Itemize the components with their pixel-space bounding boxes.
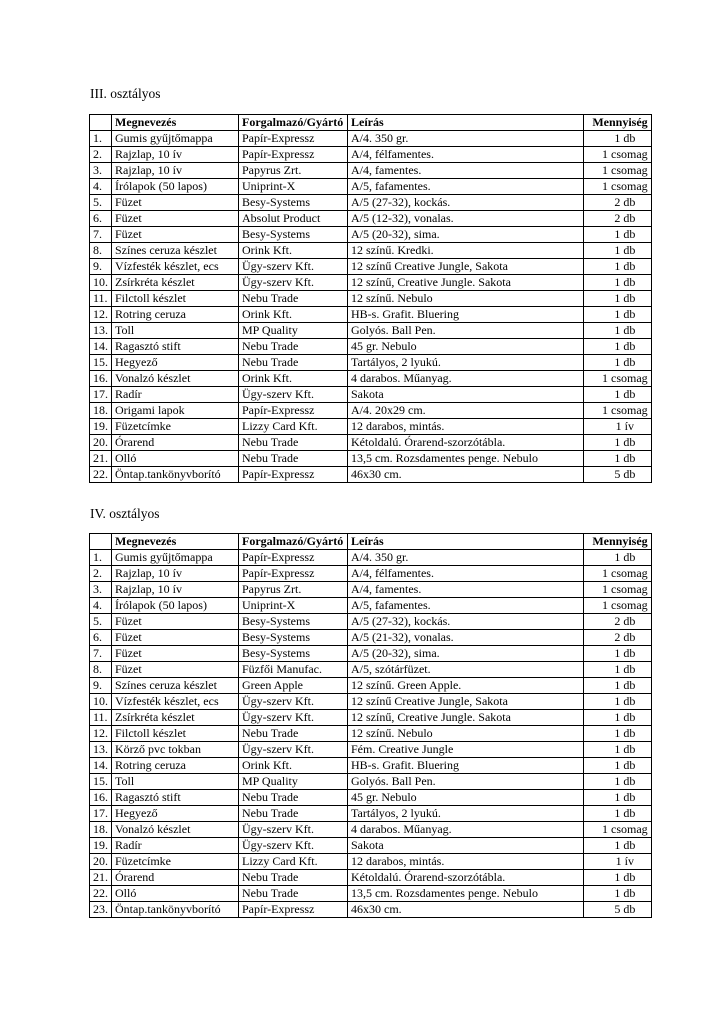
table-row <box>90 275 652 291</box>
table-row <box>90 131 652 147</box>
quantity-cell: 1 db <box>584 355 652 371</box>
description-cell: Golyós. Ball Pen. <box>348 323 584 339</box>
distributor-cell: Füzfői Manufac. <box>239 662 348 678</box>
header-quantity: Mennyiség <box>584 534 652 550</box>
item-name-cell: Toll <box>112 774 239 790</box>
table-row <box>90 758 652 774</box>
table-row <box>90 694 652 710</box>
row-number-cell: 20. <box>90 854 112 870</box>
item-name-cell: Füzetcímke <box>112 419 239 435</box>
row-number-cell: 15. <box>90 774 112 790</box>
distributor-cell: Besy-Systems <box>239 646 348 662</box>
distributor-cell: Orink Kft. <box>239 758 348 774</box>
row-number-cell: 5. <box>90 195 112 211</box>
description-cell: A/5 (21-32), vonalas. <box>348 630 584 646</box>
row-number-cell: 16. <box>90 371 112 387</box>
quantity-cell: 1 db <box>584 131 652 147</box>
table-row <box>90 291 652 307</box>
distributor-cell: Papír-Expressz <box>239 550 348 566</box>
row-number-cell: 5. <box>90 614 112 630</box>
item-name-cell: Vonalzó készlet <box>112 822 239 838</box>
distributor-cell: Papír-Expressz <box>239 147 348 163</box>
item-name-cell: Órarend <box>112 435 239 451</box>
table-row <box>90 566 652 582</box>
description-cell: Sakota <box>348 387 584 403</box>
distributor-cell: Besy-Systems <box>239 195 348 211</box>
table-row <box>90 387 652 403</box>
header-description: Leírás <box>348 115 584 131</box>
header-distributor: Forgalmazó/Gyártó <box>239 534 348 550</box>
table-row <box>90 726 652 742</box>
item-name-cell: Hegyező <box>112 806 239 822</box>
distributor-cell: Orink Kft. <box>239 371 348 387</box>
quantity-cell: 1 db <box>584 323 652 339</box>
row-number-cell: 10. <box>90 694 112 710</box>
distributor-cell: Besy-Systems <box>239 630 348 646</box>
table-row <box>90 243 652 259</box>
description-cell: A/4, famentes. <box>348 582 584 598</box>
distributor-cell: Papír-Expressz <box>239 566 348 582</box>
quantity-cell: 1 csomag <box>584 371 652 387</box>
item-name-cell: Rotring ceruza <box>112 307 239 323</box>
distributor-cell: Besy-Systems <box>239 227 348 243</box>
item-name-cell: Füzet <box>112 211 239 227</box>
table-header-row <box>90 115 652 131</box>
description-cell: HB-s. Grafit. Bluering <box>348 758 584 774</box>
quantity-cell: 1 db <box>584 291 652 307</box>
table-row <box>90 774 652 790</box>
row-number-cell: 20. <box>90 435 112 451</box>
distributor-cell: Ügy-szerv Kft. <box>239 710 348 726</box>
item-name-cell: Körző pvc tokban <box>112 742 239 758</box>
table-row <box>90 742 652 758</box>
header-distributor: Forgalmazó/Gyártó <box>239 115 348 131</box>
distributor-cell: Lizzy Card Kft. <box>239 419 348 435</box>
table-row <box>90 870 652 886</box>
quantity-cell: 1 db <box>584 694 652 710</box>
table-row <box>90 582 652 598</box>
distributor-cell: Ügy-szerv Kft. <box>239 387 348 403</box>
table-row <box>90 355 652 371</box>
item-name-cell: Írólapok (50 lapos) <box>112 179 239 195</box>
quantity-cell: 1 db <box>584 774 652 790</box>
row-number-cell: 10. <box>90 275 112 291</box>
item-name-cell: Rajzlap, 10 ív <box>112 566 239 582</box>
item-name-cell: Olló <box>112 451 239 467</box>
item-name-cell: Rajzlap, 10 ív <box>112 163 239 179</box>
table-row <box>90 662 652 678</box>
distributor-cell: Nebu Trade <box>239 726 348 742</box>
row-number-cell: 21. <box>90 870 112 886</box>
distributor-cell: Ügy-szerv Kft. <box>239 259 348 275</box>
row-number-cell: 4. <box>90 179 112 195</box>
item-name-cell: Gumis gyűjtőmappa <box>112 131 239 147</box>
item-name-cell: Füzetcímke <box>112 854 239 870</box>
header-number <box>90 534 112 550</box>
row-number-cell: 8. <box>90 662 112 678</box>
item-name-cell: Füzet <box>112 630 239 646</box>
description-cell: 12 színű. Nebulo <box>348 726 584 742</box>
distributor-cell: MP Quality <box>239 323 348 339</box>
supply-table-grade-4 <box>89 533 652 918</box>
row-number-cell: 11. <box>90 710 112 726</box>
distributor-cell: Ügy-szerv Kft. <box>239 742 348 758</box>
distributor-cell: Nebu Trade <box>239 435 348 451</box>
row-number-cell: 18. <box>90 822 112 838</box>
quantity-cell: 2 db <box>584 211 652 227</box>
item-name-cell: Toll <box>112 323 239 339</box>
quantity-cell: 1 csomag <box>584 403 652 419</box>
row-number-cell: 14. <box>90 339 112 355</box>
distributor-cell: Nebu Trade <box>239 451 348 467</box>
item-name-cell: Füzet <box>112 646 239 662</box>
item-name-cell: Füzet <box>112 195 239 211</box>
description-cell: A/5, fafamentes. <box>348 179 584 195</box>
description-cell: A/5 (20-32), sima. <box>348 646 584 662</box>
header-name: Megnevezés <box>112 534 239 550</box>
description-cell: A/4. 350 gr. <box>348 550 584 566</box>
table-row <box>90 339 652 355</box>
description-cell: 46x30 cm. <box>348 902 584 918</box>
quantity-cell: 1 db <box>584 435 652 451</box>
distributor-cell: Nebu Trade <box>239 355 348 371</box>
description-cell: Tartályos, 2 lyukú. <box>348 806 584 822</box>
quantity-cell: 1 db <box>584 886 652 902</box>
distributor-cell: Nebu Trade <box>239 790 348 806</box>
quantity-cell: 1 db <box>584 806 652 822</box>
description-cell: A/5 (20-32), sima. <box>348 227 584 243</box>
distributor-cell: Papír-Expressz <box>239 131 348 147</box>
description-cell: 4 darabos. Műanyag. <box>348 371 584 387</box>
table-row <box>90 646 652 662</box>
description-cell: Tartályos, 2 lyukú. <box>348 355 584 371</box>
quantity-cell: 1 csomag <box>584 179 652 195</box>
description-cell: 12 színű, Creative Jungle. Sakota <box>348 710 584 726</box>
quantity-cell: 1 csomag <box>584 598 652 614</box>
item-name-cell: Vízfesték készlet, ecs <box>112 694 239 710</box>
distributor-cell: Papyrus Zrt. <box>239 163 348 179</box>
item-name-cell: Gumis gyűjtőmappa <box>112 550 239 566</box>
table-row <box>90 147 652 163</box>
row-number-cell: 6. <box>90 630 112 646</box>
row-number-cell: 12. <box>90 307 112 323</box>
distributor-cell: Absolut Product <box>239 211 348 227</box>
distributor-cell: Uniprint-X <box>239 179 348 195</box>
row-number-cell: 16. <box>90 790 112 806</box>
distributor-cell: Ügy-szerv Kft. <box>239 275 348 291</box>
row-number-cell: 3. <box>90 163 112 179</box>
distributor-cell: Nebu Trade <box>239 870 348 886</box>
quantity-cell: 1 db <box>584 227 652 243</box>
description-cell: 12 színű. Nebulo <box>348 291 584 307</box>
item-name-cell: Filctoll készlet <box>112 291 239 307</box>
table-row <box>90 790 652 806</box>
row-number-cell: 17. <box>90 806 112 822</box>
table-row <box>90 259 652 275</box>
description-cell: 4 darabos. Műanyag. <box>348 822 584 838</box>
description-cell: 12 színű. Kredki. <box>348 243 584 259</box>
distributor-cell: Ügy-szerv Kft. <box>239 822 348 838</box>
section-title-grade-4: IV. osztályos <box>90 506 160 521</box>
row-number-cell: 22. <box>90 886 112 902</box>
description-cell: 12 darabos, mintás. <box>348 854 584 870</box>
description-cell: 13,5 cm. Rozsdamentes penge. Nebulo <box>348 886 584 902</box>
item-name-cell: Zsírkréta készlet <box>112 710 239 726</box>
description-cell: 46x30 cm. <box>348 467 584 483</box>
quantity-cell: 1 csomag <box>584 147 652 163</box>
table-row <box>90 451 652 467</box>
distributor-cell: Orink Kft. <box>239 307 348 323</box>
quantity-cell: 1 db <box>584 678 652 694</box>
table-row <box>90 598 652 614</box>
table-header-row <box>90 534 652 550</box>
item-name-cell: Füzet <box>112 227 239 243</box>
item-name-cell: Olló <box>112 886 239 902</box>
quantity-cell: 1 db <box>584 758 652 774</box>
quantity-cell: 1 csomag <box>584 566 652 582</box>
quantity-cell: 1 db <box>584 742 652 758</box>
item-name-cell: Filctoll készlet <box>112 726 239 742</box>
distributor-cell: Green Apple <box>239 678 348 694</box>
quantity-cell: 1 db <box>584 451 652 467</box>
header-name: Megnevezés <box>112 115 239 131</box>
table-row <box>90 323 652 339</box>
distributor-cell: Nebu Trade <box>239 291 348 307</box>
item-name-cell: Radír <box>112 387 239 403</box>
table-row <box>90 227 652 243</box>
quantity-cell: 1 db <box>584 275 652 291</box>
row-number-cell: 22. <box>90 467 112 483</box>
table-row <box>90 403 652 419</box>
description-cell: Kétoldalú. Órarend-szorzótábla. <box>348 870 584 886</box>
row-number-cell: 1. <box>90 550 112 566</box>
item-name-cell: Öntap.tankönyvborító <box>112 467 239 483</box>
distributor-cell: Ügy-szerv Kft. <box>239 838 348 854</box>
distributor-cell: MP Quality <box>239 774 348 790</box>
quantity-cell: 1 db <box>584 790 652 806</box>
description-cell: Golyós. Ball Pen. <box>348 774 584 790</box>
item-name-cell: Órarend <box>112 870 239 886</box>
item-name-cell: Radír <box>112 838 239 854</box>
description-cell: A/5, fafamentes. <box>348 598 584 614</box>
quantity-cell: 5 db <box>584 467 652 483</box>
table-row <box>90 307 652 323</box>
row-number-cell: 4. <box>90 598 112 614</box>
item-name-cell: Füzet <box>112 614 239 630</box>
quantity-cell: 5 db <box>584 902 652 918</box>
table-row <box>90 467 652 483</box>
header-number <box>90 115 112 131</box>
quantity-cell: 1 db <box>584 259 652 275</box>
quantity-cell: 1 db <box>584 726 652 742</box>
quantity-cell: 1 db <box>584 339 652 355</box>
description-cell: 12 színű. Green Apple. <box>348 678 584 694</box>
quantity-cell: 1 db <box>584 646 652 662</box>
row-number-cell: 1. <box>90 131 112 147</box>
distributor-cell: Nebu Trade <box>239 886 348 902</box>
description-cell: A/4, félfamentes. <box>348 147 584 163</box>
item-name-cell: Hegyező <box>112 355 239 371</box>
item-name-cell: Füzet <box>112 662 239 678</box>
table-row <box>90 614 652 630</box>
quantity-cell: 2 db <box>584 195 652 211</box>
row-number-cell: 17. <box>90 387 112 403</box>
row-number-cell: 8. <box>90 243 112 259</box>
row-number-cell: 12. <box>90 726 112 742</box>
item-name-cell: Zsírkréta készlet <box>112 275 239 291</box>
item-name-cell: Vonalzó készlet <box>112 371 239 387</box>
table-row <box>90 195 652 211</box>
description-cell: A/5, szótárfüzet. <box>348 662 584 678</box>
description-cell: Sakota <box>348 838 584 854</box>
row-number-cell: 18. <box>90 403 112 419</box>
item-name-cell: Vízfesték készlet, ecs <box>112 259 239 275</box>
table-row <box>90 854 652 870</box>
table-row <box>90 550 652 566</box>
item-name-cell: Origami lapok <box>112 403 239 419</box>
distributor-cell: Nebu Trade <box>239 806 348 822</box>
description-cell: 12 színű Creative Jungle, Sakota <box>348 694 584 710</box>
table-row <box>90 419 652 435</box>
description-cell: 12 darabos, mintás. <box>348 419 584 435</box>
row-number-cell: 23. <box>90 902 112 918</box>
description-cell: A/4. 350 gr. <box>348 131 584 147</box>
description-cell: Kétoldalú. Órarend-szorzótábla. <box>348 435 584 451</box>
table-row <box>90 902 652 918</box>
quantity-cell: 1 ív <box>584 419 652 435</box>
table-row <box>90 838 652 854</box>
row-number-cell: 2. <box>90 147 112 163</box>
row-number-cell: 19. <box>90 838 112 854</box>
distributor-cell: Ügy-szerv Kft. <box>239 694 348 710</box>
row-number-cell: 14. <box>90 758 112 774</box>
description-cell: HB-s. Grafit. Bluering <box>348 307 584 323</box>
quantity-cell: 1 db <box>584 838 652 854</box>
quantity-cell: 1 csomag <box>584 163 652 179</box>
item-name-cell: Színes ceruza készlet <box>112 678 239 694</box>
quantity-cell: 1 db <box>584 870 652 886</box>
quantity-cell: 2 db <box>584 614 652 630</box>
table-row <box>90 163 652 179</box>
quantity-cell: 1 ív <box>584 854 652 870</box>
table-row <box>90 435 652 451</box>
header-description: Leírás <box>348 534 584 550</box>
table-row <box>90 211 652 227</box>
description-cell: A/4. 20x29 cm. <box>348 403 584 419</box>
description-cell: A/5 (12-32), vonalas. <box>348 211 584 227</box>
row-number-cell: 9. <box>90 259 112 275</box>
distributor-cell: Nebu Trade <box>239 339 348 355</box>
distributor-cell: Papír-Expressz <box>239 467 348 483</box>
description-cell: 45 gr. Nebulo <box>348 790 584 806</box>
distributor-cell: Uniprint-X <box>239 598 348 614</box>
distributor-cell: Lizzy Card Kft. <box>239 854 348 870</box>
quantity-cell: 1 db <box>584 662 652 678</box>
row-number-cell: 2. <box>90 566 112 582</box>
item-name-cell: Rajzlap, 10 ív <box>112 147 239 163</box>
item-name-cell: Rajzlap, 10 ív <box>112 582 239 598</box>
row-number-cell: 7. <box>90 227 112 243</box>
table-row <box>90 806 652 822</box>
row-number-cell: 9. <box>90 678 112 694</box>
row-number-cell: 15. <box>90 355 112 371</box>
distributor-cell: Papyrus Zrt. <box>239 582 348 598</box>
row-number-cell: 13. <box>90 742 112 758</box>
item-name-cell: Színes ceruza készlet <box>112 243 239 259</box>
distributor-cell: Orink Kft. <box>239 243 348 259</box>
description-cell: 12 színű, Creative Jungle. Sakota <box>348 275 584 291</box>
row-number-cell: 6. <box>90 211 112 227</box>
supply-table-grade-3 <box>89 114 652 483</box>
table-row <box>90 886 652 902</box>
description-cell: A/5 (27-32), kockás. <box>348 614 584 630</box>
item-name-cell: Ragasztó stift <box>112 339 239 355</box>
item-name-cell: Rotring ceruza <box>112 758 239 774</box>
item-name-cell: Öntap.tankönyvborító <box>112 902 239 918</box>
header-quantity: Mennyiség <box>584 115 652 131</box>
table-row <box>90 710 652 726</box>
row-number-cell: 11. <box>90 291 112 307</box>
description-cell: A/5 (27-32), kockás. <box>348 195 584 211</box>
quantity-cell: 1 db <box>584 243 652 259</box>
description-cell: 12 színű Creative Jungle, Sakota <box>348 259 584 275</box>
table-row <box>90 371 652 387</box>
row-number-cell: 3. <box>90 582 112 598</box>
table-row <box>90 179 652 195</box>
description-cell: A/4, félfamentes. <box>348 566 584 582</box>
distributor-cell: Papír-Expressz <box>239 902 348 918</box>
item-name-cell: Ragasztó stift <box>112 790 239 806</box>
distributor-cell: Besy-Systems <box>239 614 348 630</box>
row-number-cell: 19. <box>90 419 112 435</box>
description-cell: 45 gr. Nebulo <box>348 339 584 355</box>
description-cell: 13,5 cm. Rozsdamentes penge. Nebulo <box>348 451 584 467</box>
distributor-cell: Papír-Expressz <box>239 403 348 419</box>
quantity-cell: 1 csomag <box>584 822 652 838</box>
quantity-cell: 1 db <box>584 387 652 403</box>
description-cell: Fém. Creative Jungle <box>348 742 584 758</box>
table-row <box>90 822 652 838</box>
row-number-cell: 7. <box>90 646 112 662</box>
row-number-cell: 21. <box>90 451 112 467</box>
quantity-cell: 1 db <box>584 307 652 323</box>
quantity-cell: 2 db <box>584 630 652 646</box>
description-cell: A/4, famentes. <box>348 163 584 179</box>
table-row <box>90 630 652 646</box>
row-number-cell: 13. <box>90 323 112 339</box>
item-name-cell: Írólapok (50 lapos) <box>112 598 239 614</box>
quantity-cell: 1 db <box>584 550 652 566</box>
quantity-cell: 1 db <box>584 710 652 726</box>
section-title-grade-3: III. osztályos <box>90 86 161 101</box>
quantity-cell: 1 csomag <box>584 582 652 598</box>
table-row <box>90 678 652 694</box>
